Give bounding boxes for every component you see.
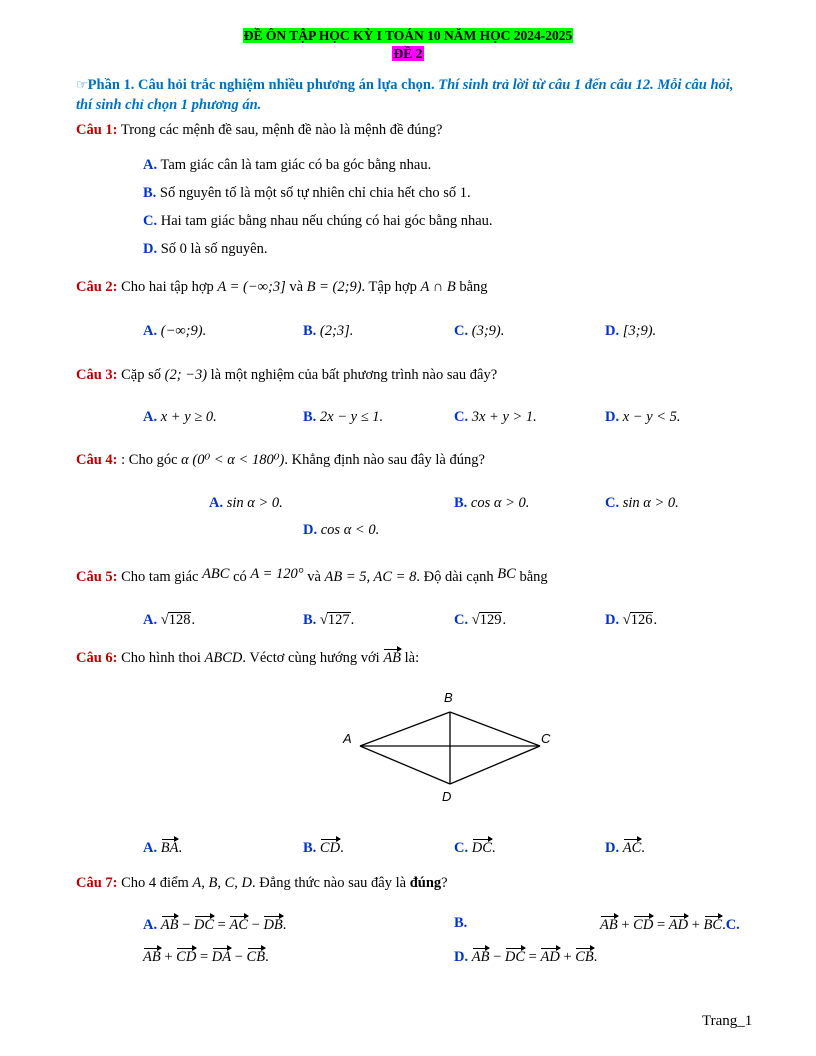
q1-option-c[interactable]: C. Hai tam giác bằng nhau nếu chúng có hai góc bằng nhau. [143, 213, 493, 229]
q4-option-b[interactable]: B. cos α > 0. [454, 495, 530, 511]
question-1: Câu 1: Trong các mệnh đề sau, mệnh đề nào là mệnh đề đúng? [76, 122, 443, 138]
question-7: Câu 7: Cho 4 điểm A, B, C, D. Đẳng thức nào sau đây là đúng? [76, 875, 448, 891]
question-6: Câu 6: Cho hình thoi ABCD. Véctơ cùng hướng với AB là: [76, 650, 420, 666]
q7-option-b-letter[interactable]: B. [454, 915, 468, 931]
question-2: Câu 2: Cho hai tập hợp A = (−∞;3] và B = (2;9). Tập hợp A ∩ B bằng [76, 279, 488, 295]
q2-option-b[interactable]: B. (2;3]. [303, 323, 354, 339]
q5-option-c[interactable]: C. √129. [454, 612, 507, 628]
q3-option-a[interactable]: A. x + y ≥ 0. [143, 409, 217, 425]
q7-option-a[interactable]: A. AB − DC = AC − DB. [143, 917, 287, 933]
question-5: Câu 5: Cho tam giác ABC có A = 120° và AB = 5, AC = 8. Độ dài cạnh BC bằng [76, 566, 548, 585]
vertex-b-label: B [444, 690, 453, 705]
q5-option-d[interactable]: D. √126. [605, 612, 658, 628]
vertex-d-label: D [442, 789, 452, 804]
question-4: Câu 4: : Cho góc α (0⁰ < α < 180⁰). Khẳng định nào sau đây là đúng? [76, 452, 485, 468]
q2-option-c[interactable]: C. (3;9). [454, 323, 505, 339]
q7-option-d[interactable]: D. AB − DC = AD + CB. [454, 949, 598, 965]
pointing-hand-icon: ☞ [76, 77, 88, 92]
q2-option-d[interactable]: D. [3;9). [605, 323, 657, 339]
q6-option-d[interactable]: D. AC. [605, 840, 645, 856]
q2-option-a[interactable]: A. (−∞;9). [143, 323, 207, 339]
q1-option-d[interactable]: D. Số 0 là số nguyên. [143, 241, 268, 257]
q6-option-a[interactable]: A. BA. [143, 840, 183, 856]
edge-cd [450, 746, 540, 784]
q4-option-c[interactable]: C. sin α > 0. [605, 495, 679, 511]
part1-heading: ☞Phần 1. Câu hỏi trắc nghiệm nhiều phương án lựa chọn. Thí sinh trả lời từ câu 1 đến câu 12. Mỗi câu hỏi, [76, 77, 734, 93]
question-3: Câu 3: Cặp số (2; −3) là một nghiệm của bất phương trình nào sau đây? [76, 367, 498, 383]
rhombus-figure [330, 685, 570, 810]
exam-code: ĐỀ 2 [393, 46, 423, 61]
q7-option-b[interactable]: AB + CD = AD + BC.C. [600, 917, 740, 933]
edge-bc [450, 712, 540, 746]
q6-option-c[interactable]: C. DC. [454, 840, 496, 856]
exam-title: ĐỀ ÔN TẬP HỌC KỲ I TOÁN 10 NĂM HỌC 2024-2025 [243, 28, 573, 43]
q3-option-c[interactable]: C. 3x + y > 1. [454, 409, 537, 425]
q5-option-b[interactable]: B. √127. [303, 612, 355, 628]
vertex-a-label: A [343, 731, 352, 746]
q3-option-d[interactable]: D. x − y < 5. [605, 409, 681, 425]
edge-ab [360, 712, 450, 746]
q5-option-a[interactable]: A. √128. [143, 612, 196, 628]
q7-option-c-letter[interactable]: C. [725, 917, 740, 933]
part1-instruction-line2: thí sinh chỉ chọn 1 phương án. [76, 97, 262, 113]
q1-option-b[interactable]: B. Số nguyên tố là một số tự nhiên chỉ chia hết cho số 1. [143, 185, 471, 201]
q1-option-a[interactable]: A. Tam giác cân là tam giác có ba góc bằng nhau. [143, 157, 432, 173]
vertex-c-label: C [541, 731, 551, 746]
page-number: Trang_1 [702, 1013, 753, 1029]
q7-option-c[interactable]: AB + CD = DA − CB. [143, 949, 269, 965]
q6-option-b[interactable]: B. CD. [303, 840, 344, 856]
edge-da [360, 746, 450, 784]
q4-option-a[interactable]: A. sin α > 0. [209, 495, 283, 511]
q4-option-d[interactable]: D. cos α < 0. [303, 522, 380, 538]
q3-option-b[interactable]: B. 2x − y ≤ 1. [303, 409, 384, 425]
